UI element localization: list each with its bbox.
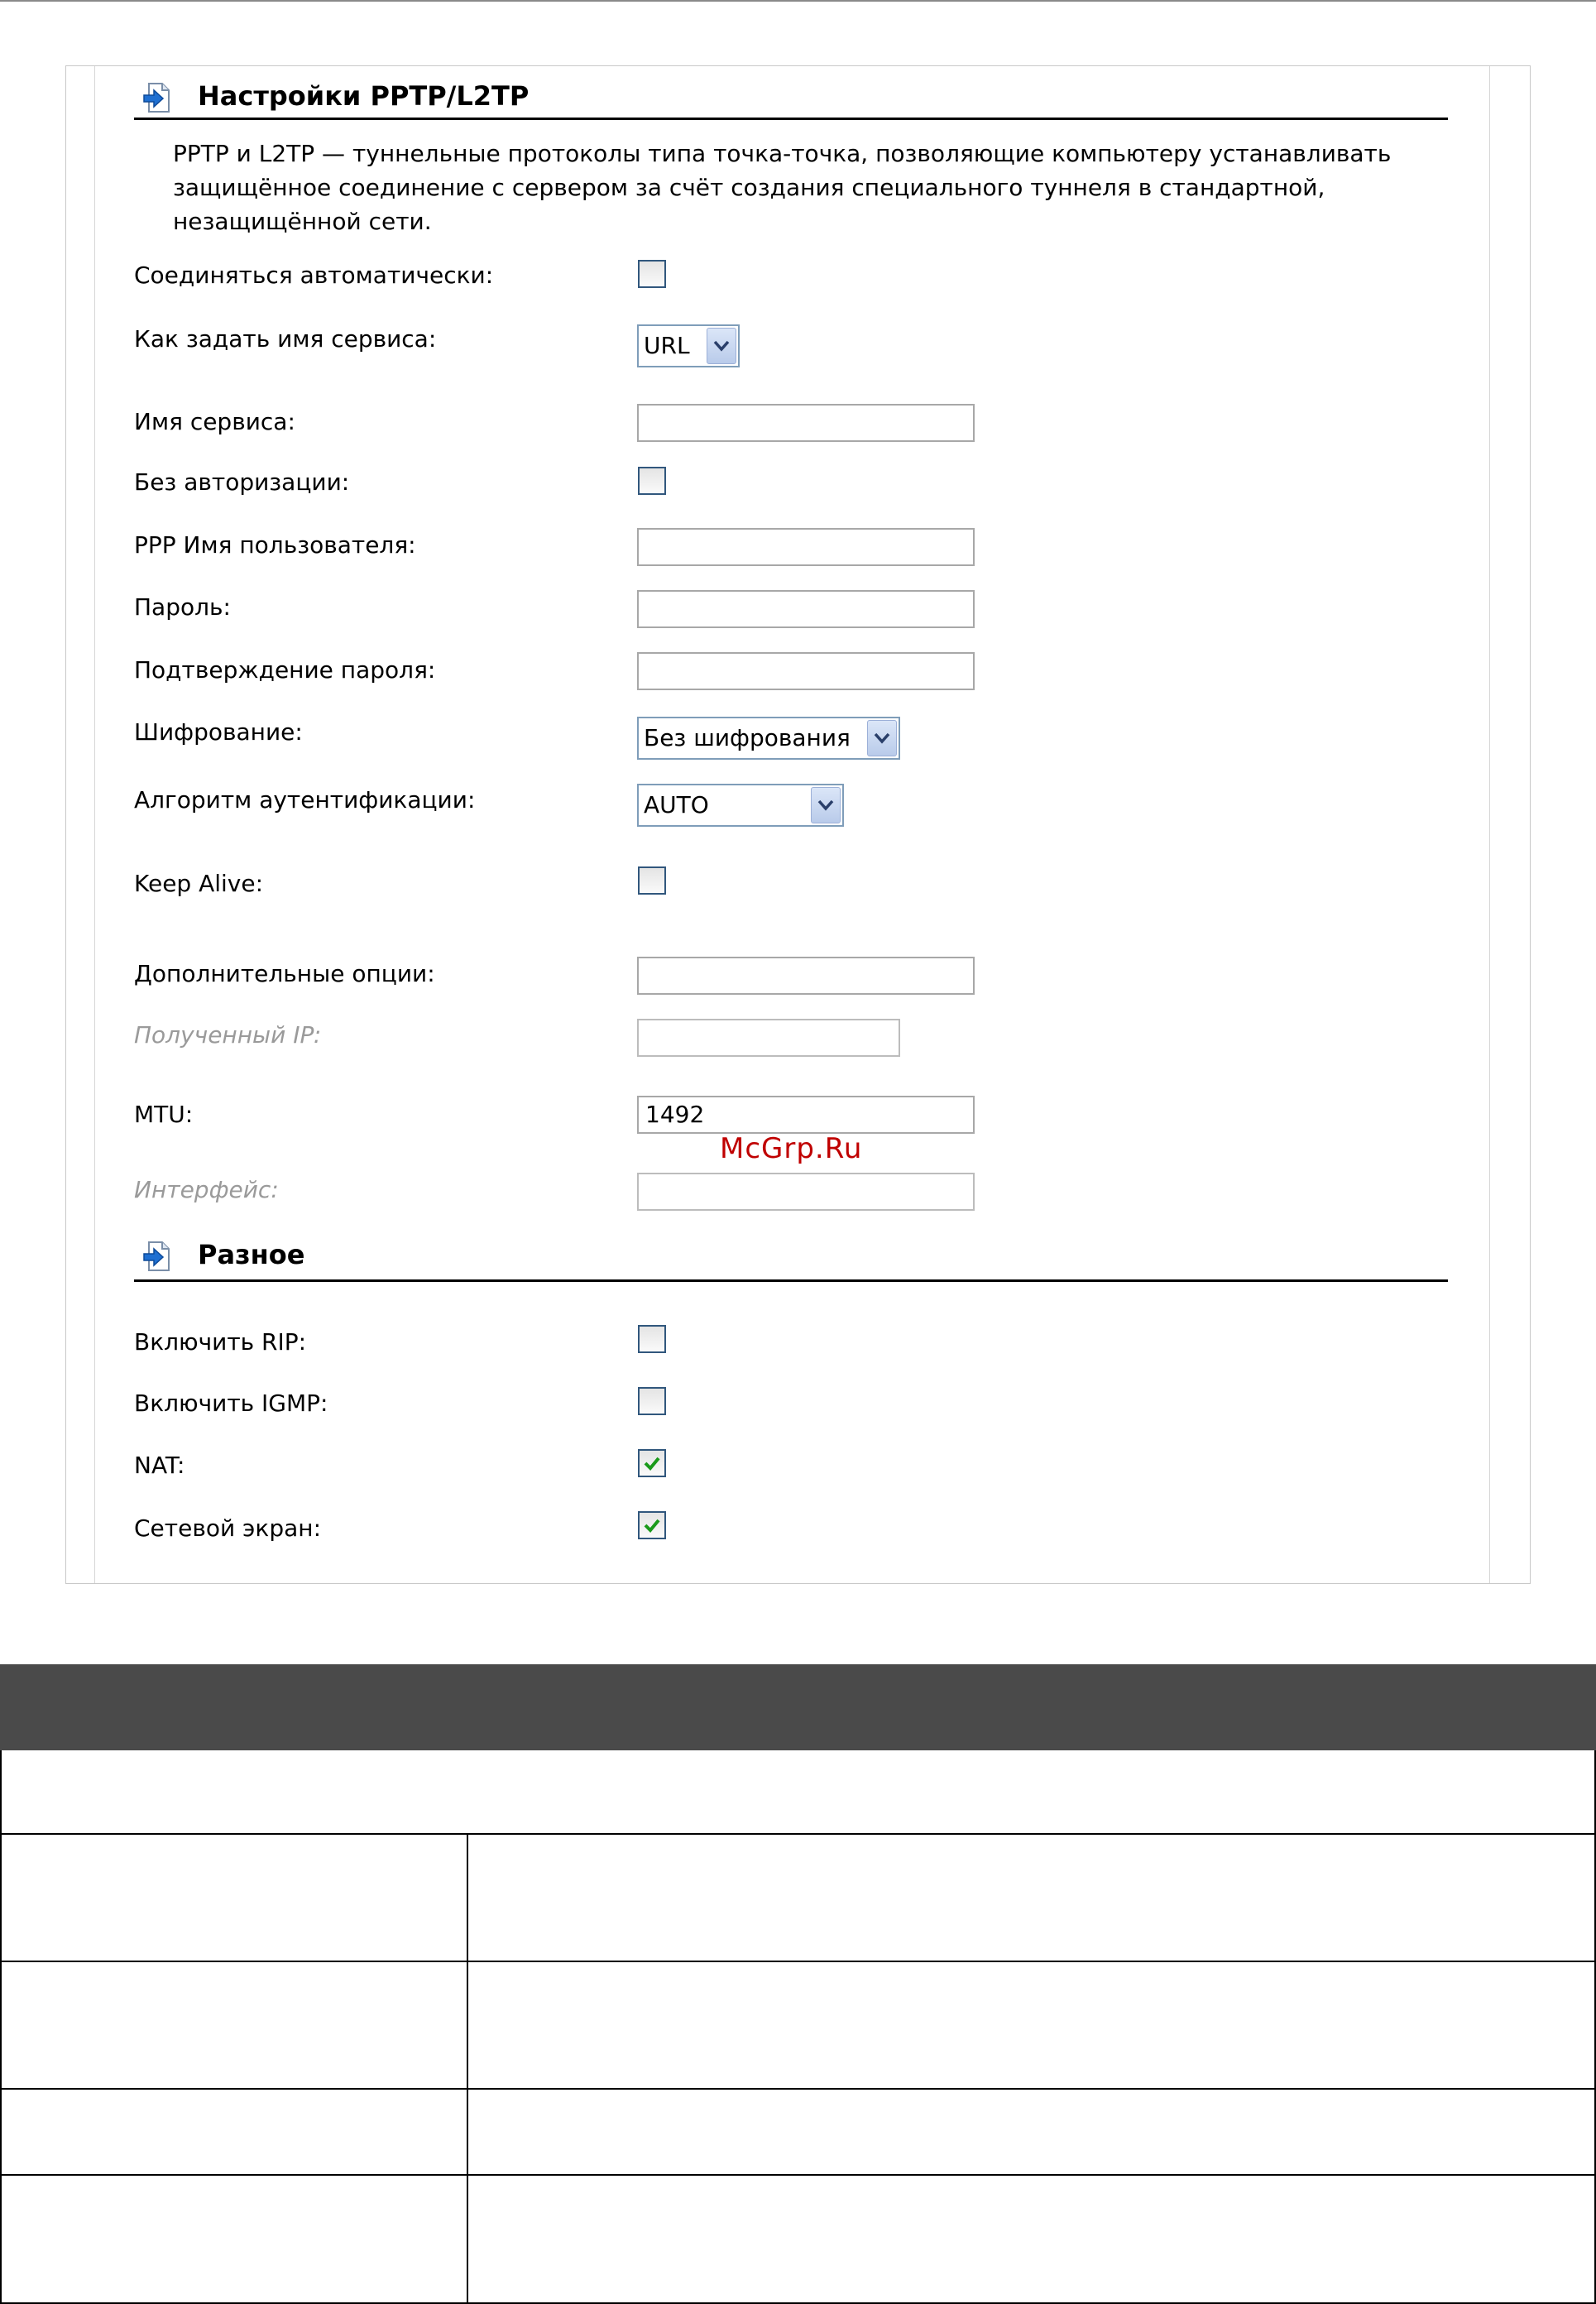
mtu-label: MTU: <box>134 1101 194 1128</box>
page-top-rule <box>0 0 1596 2</box>
keep-alive-label: Keep Alive: <box>134 870 264 897</box>
column-divider <box>467 2090 468 2174</box>
enable-igmp-checkbox[interactable] <box>638 1387 666 1415</box>
table-subheader <box>0 1750 1596 1833</box>
ppp-username-label: PPP Имя пользователя: <box>134 531 416 559</box>
table-header <box>0 1664 1596 1750</box>
nat-checkbox[interactable] <box>638 1449 666 1477</box>
pptp-section-rule <box>134 118 1448 120</box>
misc-section-rule <box>134 1279 1448 1282</box>
encryption-select[interactable] <box>637 717 900 760</box>
misc-section-title: Разное <box>198 1239 305 1270</box>
auto-connect-checkbox[interactable] <box>638 260 666 288</box>
enable-rip-label: Включить RIP: <box>134 1328 307 1356</box>
password-label: Пароль: <box>134 593 231 621</box>
table-row <box>0 1961 1596 2088</box>
service-name-mode-dropdown-button[interactable] <box>707 328 736 364</box>
pptp-section-title: Настройки PPTP/L2TP <box>198 80 530 112</box>
extra-options-label: Дополнительные опции: <box>134 960 435 987</box>
ppp-username-input[interactable] <box>637 528 975 566</box>
table-row <box>0 2088 1596 2174</box>
interface-field <box>637 1173 975 1211</box>
enable-rip-checkbox[interactable] <box>638 1325 666 1353</box>
encryption-value: Без шифрования <box>644 724 851 751</box>
service-name-label: Имя сервиса: <box>134 408 295 435</box>
auth-algorithm-value: AUTO <box>644 791 709 818</box>
interface-label: Интерфейс: <box>134 1176 279 1203</box>
checkmark-icon <box>641 1452 663 1474</box>
auth-algorithm-dropdown-button[interactable] <box>811 787 841 823</box>
received-ip-field <box>637 1019 900 1057</box>
auto-connect-label: Соединяться автоматически: <box>134 262 494 289</box>
chevron-down-icon <box>874 732 890 744</box>
column-divider <box>467 2176 468 2304</box>
checkmark-icon <box>641 1514 663 1536</box>
column-divider <box>467 1835 468 1961</box>
password-input[interactable] <box>637 590 975 628</box>
encryption-dropdown-button[interactable] <box>867 720 897 756</box>
table-row <box>0 1833 1596 1961</box>
received-ip-label: Полученный IP: <box>134 1021 322 1049</box>
chevron-down-icon <box>713 340 730 352</box>
mtu-input[interactable]: 1492 <box>637 1096 975 1134</box>
auth-algorithm-label: Алгоритм аутентификации: <box>134 786 476 814</box>
encryption-label: Шифрование: <box>134 718 303 746</box>
pptp-description: PPTP и L2TP — туннельные протоколы типа точка-точка, позволяющие компьютеру устанавливать защищённое соединение с сервером за счёт создания специального туннеля в стандартной, незащищённой сети. <box>173 140 1392 235</box>
column-divider <box>467 1962 468 2088</box>
page-arrow-icon <box>141 1240 174 1273</box>
page-arrow-icon <box>141 81 174 114</box>
firewall-label: Сетевой экран: <box>134 1514 321 1542</box>
password-confirm-input[interactable] <box>637 652 975 690</box>
nat-label: NAT: <box>134 1452 185 1479</box>
service-name-input[interactable] <box>637 404 975 442</box>
service-name-mode-select[interactable] <box>637 324 740 367</box>
chevron-down-icon <box>817 799 834 811</box>
extra-options-input[interactable] <box>637 957 975 995</box>
service-name-mode-value: URL <box>644 332 690 359</box>
password-confirm-label: Подтверждение пароля: <box>134 656 436 684</box>
auth-algorithm-select[interactable] <box>637 784 844 827</box>
no-auth-checkbox[interactable] <box>638 467 666 495</box>
watermark: McGrp.Ru <box>720 1132 863 1165</box>
firewall-checkbox[interactable] <box>638 1511 666 1539</box>
panel-right-gutter <box>1489 66 1490 1583</box>
keep-alive-checkbox[interactable] <box>638 866 666 895</box>
enable-igmp-label: Включить IGMP: <box>134 1390 328 1417</box>
no-auth-label: Без авторизации: <box>134 468 350 496</box>
table-row <box>0 2174 1596 2304</box>
service-name-mode-label: Как задать имя сервиса: <box>134 325 437 353</box>
panel-left-gutter <box>94 66 95 1583</box>
